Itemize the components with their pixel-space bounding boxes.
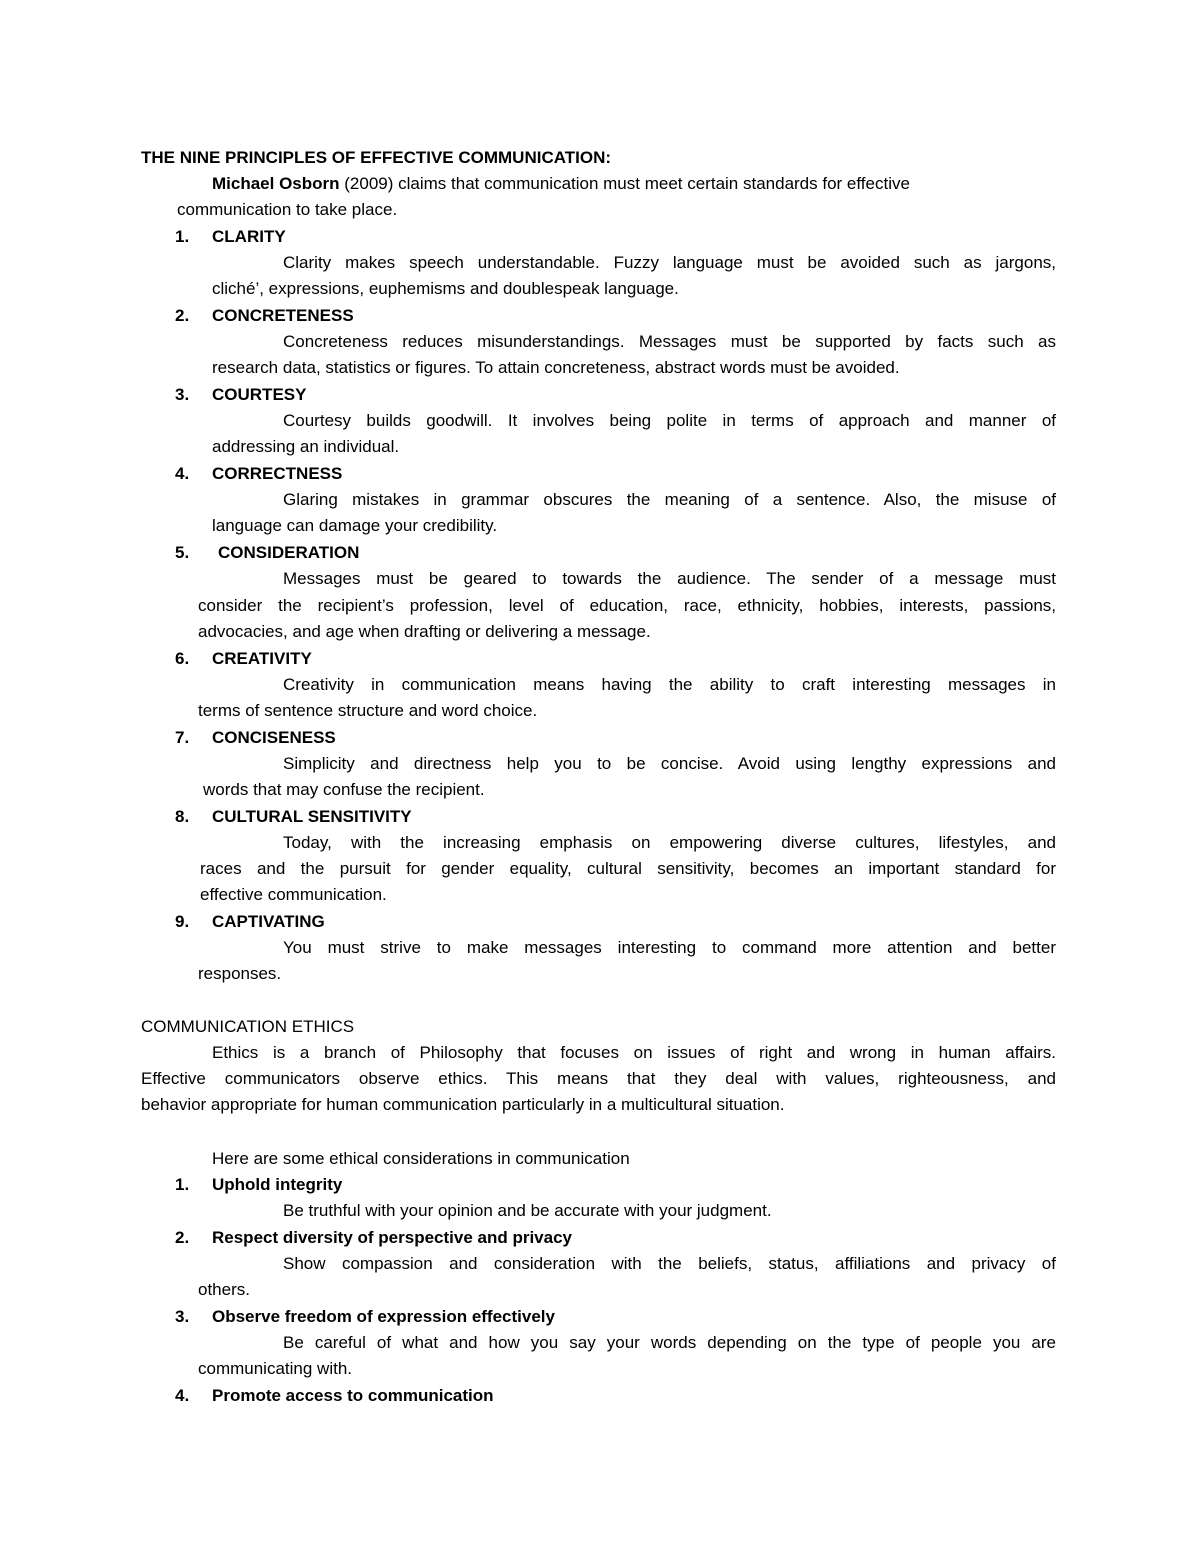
principle-text: Concreteness reduces misunderstandings. Messages must be supported by facts such as	[283, 332, 1056, 351]
principle-text: advocacies, and age when drafting or delivering a message.	[198, 622, 651, 641]
principle-text: effective communication.	[200, 885, 387, 904]
ethics-item-text: Show compassion and consideration with the beliefs, status, affiliations and privacy of	[283, 1254, 1056, 1273]
principle-text: cliché’, expressions, euphemisms and doublespeak language.	[212, 279, 679, 298]
ethics-item-heading: Promote access to communication	[212, 1386, 494, 1405]
principle-text: Clarity makes speech understandable. Fuzzy language must be avoided such as jargons,	[283, 253, 1056, 272]
principle-text: Simplicity and directness help you to be concise. Avoid using lengthy expressions and	[283, 754, 1056, 773]
ethics-paragraph-line: Effective communicators observe ethics. This means that they deal with values, righteousness, and	[141, 1069, 1056, 1088]
principle-text: responses.	[198, 964, 282, 983]
principle-text: You must strive to make messages interesting to command more attention and better	[283, 938, 1056, 957]
principle-heading: CONCISENESS	[212, 728, 336, 747]
section-title: THE NINE PRINCIPLES OF EFFECTIVE COMMUNICATION:	[141, 148, 612, 167]
list-number: 6.	[175, 649, 190, 668]
principle-heading: CONSIDERATION	[218, 543, 360, 562]
principle-heading: CULTURAL SENSITIVITY	[212, 807, 412, 826]
ethics-item-text: Be careful of what and how you say your words depending on the type of people you are	[283, 1333, 1056, 1352]
ethics-paragraph-line: Ethics is a branch of Philosophy that focuses on issues of right and wrong in human affairs.	[212, 1043, 1056, 1062]
principle-text: terms of sentence structure and word choice.	[198, 701, 538, 720]
ethics-item-heading: Respect diversity of perspective and privacy	[212, 1228, 572, 1247]
list-number: 5.	[175, 543, 190, 562]
principle-heading: CAPTIVATING	[212, 912, 325, 931]
ethics-item-heading: Observe freedom of expression effectively	[212, 1307, 555, 1326]
list-number: 8.	[175, 807, 190, 826]
list-number: 7.	[175, 728, 190, 747]
principle-text: consider the recipient’s profession, level of education, race, ethnicity, hobbies, interests, passions,	[198, 596, 1056, 615]
ethics-item-text: others.	[198, 1280, 250, 1299]
principle-text: Creativity in communication means having the ability to craft interesting messages in	[283, 675, 1056, 694]
intro-line	[212, 174, 1056, 194]
list-number: 1.	[175, 227, 190, 246]
principle-heading: CONCRETENESS	[212, 306, 354, 325]
list-number: 4.	[175, 464, 190, 483]
ethics-title: COMMUNICATION ETHICS	[141, 1017, 355, 1036]
list-number: 3.	[175, 385, 190, 404]
list-number: 9.	[175, 912, 190, 931]
principle-heading: COURTESY	[212, 385, 307, 404]
list-number: 3.	[175, 1307, 190, 1326]
ethics-paragraph-line: behavior appropriate for human communication particularly in a multicultural situation.	[141, 1095, 785, 1114]
intro-line-2: communication to take place.	[177, 200, 398, 219]
intro-author: Michael Osborn	[212, 174, 340, 193]
ethics-item-heading: Uphold integrity	[212, 1175, 343, 1194]
principle-text: research data, statistics or figures. To attain concreteness, abstract words must be avoided.	[212, 358, 900, 377]
list-number: 4.	[175, 1386, 190, 1405]
list-number: 2.	[175, 1228, 190, 1247]
principle-text: Courtesy builds goodwill. It involves being polite in terms of approach and manner of	[283, 411, 1056, 430]
principle-heading: CREATIVITY	[212, 649, 312, 668]
principle-text: Messages must be geared to towards the audience. The sender of a message must	[283, 569, 1056, 588]
ethics-item-text: communicating with.	[198, 1359, 353, 1378]
principle-heading: CLARITY	[212, 227, 286, 246]
principle-text: addressing an individual.	[212, 437, 400, 456]
list-number: 1.	[175, 1175, 190, 1194]
principle-text: Glaring mistakes in grammar obscures the meaning of a sentence. Also, the misuse of	[283, 490, 1056, 509]
principle-text: races and the pursuit for gender equality, cultural sensitivity, becomes an important standard for	[200, 859, 1056, 878]
list-number: 2.	[175, 306, 190, 325]
principle-text: words that may confuse the recipient.	[203, 780, 485, 799]
ethics-lead: Here are some ethical considerations in communication	[212, 1149, 630, 1168]
principle-text: Today, with the increasing emphasis on empowering diverse cultures, lifestyles, and	[283, 833, 1056, 852]
ethics-item-text: Be truthful with your opinion and be accurate with your judgment.	[283, 1201, 772, 1220]
principle-heading: CORRECTNESS	[212, 464, 343, 483]
intro-text: (2009) claims that communication must meet certain standards for effective	[344, 174, 910, 193]
principle-text: language can damage your credibility.	[212, 516, 498, 535]
